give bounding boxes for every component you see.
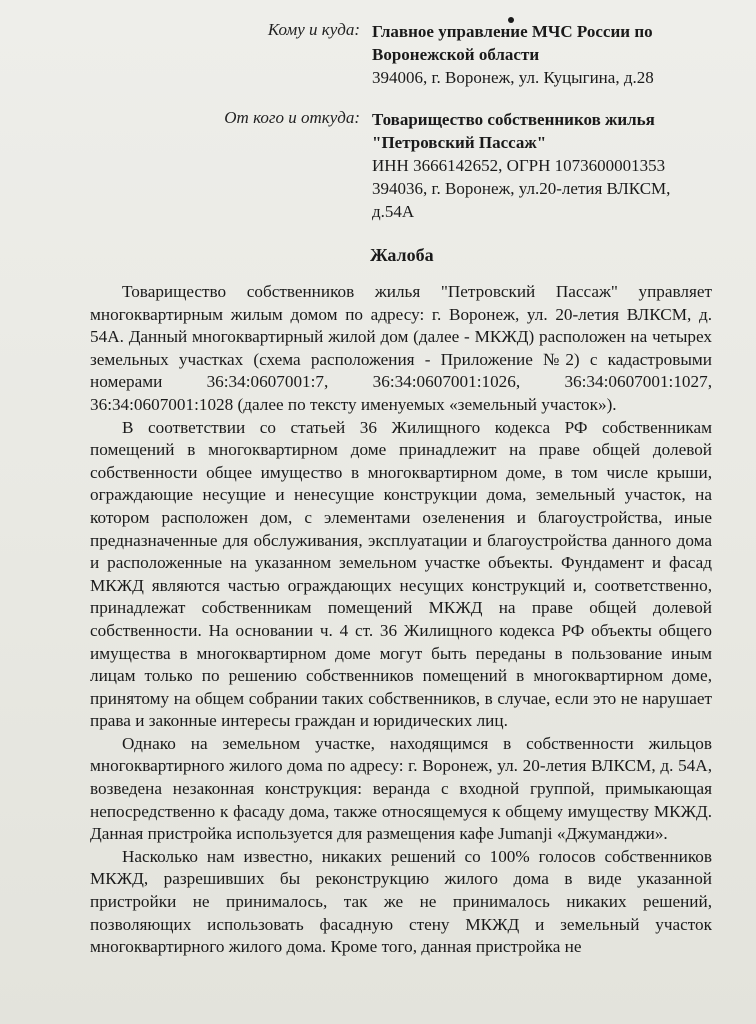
paragraph-1: Товарищество собственников жилья "Петровский Пассаж" управляет многоквартирным жилым домом по адресу: г. Воронеж, ул. 20-летия ВЛКСМ, д. 54А. Данный многоквартирный жилой дом (далее - МКЖД) расположен на четырех земельных участках (схема расположения - Приложение №2) с кадастровыми номерами 36:34:0607001:7, 36:34:0607001:1026, 36:34:0607001:1027, 36:34:0607001:1028 (далее по тексту именуемых «земельный участок»). — [90, 282, 712, 414]
to-label: Кому и куда: — [267, 20, 360, 39]
paragraph-3: Однако на земельном участке, находящимся в собственности жильцов многоквартирного жилого дома по адресу: г. Воронеж, ул. 20-летия ВЛКСМ, д. 54А, возведена незаконная конструкция: веранда с входной группой, примыкающая непосредственно к фасаду дома, также относящемуся к общему имуществу МКЖД. Данная пристройка используется для размещения кафе Jumanji «Джуманджи». — [90, 733, 712, 844]
sender-address — [372, 108, 732, 223]
sender-line-5: д.54А — [372, 202, 415, 221]
from-label: От кого и откуда: — [224, 108, 360, 127]
recipient-line-2: Воронежской области — [372, 45, 540, 64]
sender-line-2: "Петровский Пассаж" — [372, 133, 547, 152]
sender-line-4: 394036, г. Воронеж, ул.20-летия ВЛКСМ, — [372, 179, 671, 198]
recipient-line-1: Главное управление МЧС России по — [372, 22, 653, 41]
document-title: Жалоба — [370, 245, 434, 265]
document-body — [90, 281, 712, 959]
sender-line-3: ИНН 3666142652, ОГРН 1073600001353 — [372, 156, 666, 175]
recipient-line-3: 394006, г. Воронеж, ул. Куцыгина, д.28 — [372, 68, 654, 87]
sender-line-1: Товарищество собственников жилья — [372, 110, 655, 129]
recipient-address — [372, 20, 732, 89]
paragraph-4: Насколько нам известно, никаких решений со 100% голосов собственников МКЖД, разрешивших бы реконструкцию жилого дома в виде указанной пристройки не принималось, так же не принималось никаких решений, позволяющих использовать фасадную стену МКЖД и земельный участок многоквартирного жилого дома. Кроме того, данная пристройка не — [90, 846, 712, 957]
paragraph-2: В соответствии со статьей 36 Жилищного кодекса РФ собственникам помещений в многоквартирном доме принадлежит на праве общей долевой собственности общее имущество в многоквартирном доме, в том числе крыши, ограждающие несущие и ненесущие конструкции дома, земельный участок, на котором расположен дом, с элементами озеленения и благоустройства, иные предназначенные для обслуживания, эксплуатации и благоустройства данного дома и расположенные на указанном земельном участке объекты. Фундамент и фасад МКЖД являются частью ограждающих несущих конструкций и, соответственно, принадлежат собственникам помещений МКЖД на праве общей долевой собственности. На основании ч. 4 ст. 36 Жилищного кодекса РФ объекты общего имущества в многоквартирном доме могут быть переданы в пользование иным лицам только по решению собственников помещений в многоквартирном доме, принятому на общем собрании таких собственников, в случае, если это не нарушает права и законные интересы граждан и юридических лиц. — [90, 417, 712, 731]
